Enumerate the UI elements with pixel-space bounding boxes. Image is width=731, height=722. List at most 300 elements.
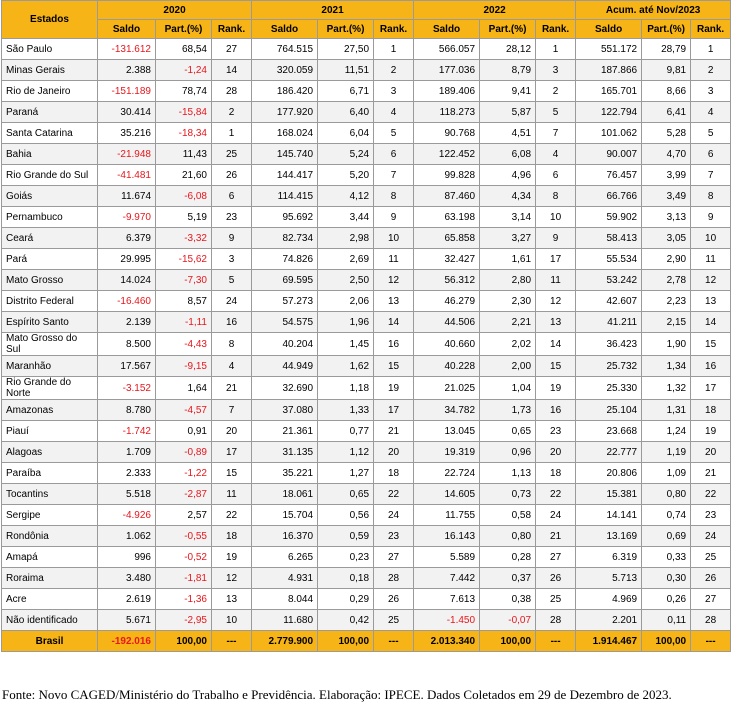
part-cell: 100,00 <box>318 631 374 652</box>
part-cell: 0,23 <box>318 547 374 568</box>
part-cell: 0,91 <box>156 421 212 442</box>
saldo-cell: 2.333 <box>98 463 156 484</box>
table-row <box>2 60 731 81</box>
part-cell: -9,15 <box>156 356 212 377</box>
rank-cell: 24 <box>212 291 252 312</box>
header-year-2022: 2022 <box>414 1 576 20</box>
saldo-cell: 551.172 <box>576 39 642 60</box>
rank-cell: 17 <box>536 249 576 270</box>
rank-cell: 4 <box>536 144 576 165</box>
saldo-cell: 14.024 <box>98 270 156 291</box>
rank-cell: 10 <box>536 207 576 228</box>
part-cell: -15,84 <box>156 102 212 123</box>
state-name: Maranhão <box>2 356 98 377</box>
subheader-part: Part.(%) <box>480 20 536 39</box>
rank-cell: 16 <box>212 312 252 333</box>
rank-cell: 13 <box>536 312 576 333</box>
state-name: Pará <box>2 249 98 270</box>
part-cell: 0,28 <box>480 547 536 568</box>
state-name: Ceará <box>2 228 98 249</box>
rank-cell: 7 <box>536 123 576 144</box>
rank-cell: 20 <box>212 421 252 442</box>
part-cell: 2,30 <box>480 291 536 312</box>
rank-cell: 22 <box>691 484 731 505</box>
rank-cell: 1 <box>374 39 414 60</box>
saldo-cell: 36.423 <box>576 333 642 356</box>
part-cell: 0,65 <box>318 484 374 505</box>
rank-cell: 27 <box>536 547 576 568</box>
saldo-cell: 37.080 <box>252 400 318 421</box>
rank-cell: 15 <box>536 356 576 377</box>
rank-cell: 5 <box>212 270 252 291</box>
part-cell: 8,57 <box>156 291 212 312</box>
part-cell: 4,70 <box>642 144 691 165</box>
part-cell: 6,08 <box>480 144 536 165</box>
table-row <box>2 505 731 526</box>
saldo-cell: 15.704 <box>252 505 318 526</box>
saldo-cell: 11.674 <box>98 186 156 207</box>
table-row <box>2 463 731 484</box>
table-row <box>2 228 731 249</box>
table-body <box>2 39 731 631</box>
part-cell: -1,22 <box>156 463 212 484</box>
saldo-cell: 15.381 <box>576 484 642 505</box>
header-accum-2023: Acum. até Nov/2023 <box>576 1 731 20</box>
saldo-cell: 177.920 <box>252 102 318 123</box>
part-cell: 68,54 <box>156 39 212 60</box>
saldo-cell: -9.970 <box>98 207 156 228</box>
state-name: Brasil <box>2 631 98 652</box>
rank-cell: 9 <box>212 228 252 249</box>
subheader-part: Part.(%) <box>642 20 691 39</box>
header-states: Estados <box>2 1 98 39</box>
part-cell: 0,29 <box>318 589 374 610</box>
part-cell: 1,61 <box>480 249 536 270</box>
saldo-cell: 122.794 <box>576 102 642 123</box>
part-cell: 0,80 <box>480 526 536 547</box>
table-row <box>2 377 731 400</box>
saldo-cell: 13.169 <box>576 526 642 547</box>
source-note: Fonte: Novo CAGED/Ministério do Trabalho e Previdência. Elaboração: IPECE. Dados Coletados em 29 de Dezembro de 2023. <box>2 687 672 702</box>
part-cell: 0,74 <box>642 505 691 526</box>
part-cell: -1,36 <box>156 589 212 610</box>
subheader-saldo: Saldo <box>252 20 318 39</box>
state-name: Roraima <box>2 568 98 589</box>
saldo-cell: 46.279 <box>414 291 480 312</box>
rank-cell: 28 <box>374 568 414 589</box>
saldo-cell: 2.779.900 <box>252 631 318 652</box>
saldo-cell: 42.607 <box>576 291 642 312</box>
subheader-row <box>2 20 731 39</box>
subheader-part: Part.(%) <box>318 20 374 39</box>
saldo-cell: 44.506 <box>414 312 480 333</box>
saldo-cell: 3.480 <box>98 568 156 589</box>
rank-cell: 22 <box>212 505 252 526</box>
part-cell: -0,55 <box>156 526 212 547</box>
state-name: Goiás <box>2 186 98 207</box>
saldo-cell: 187.866 <box>576 60 642 81</box>
rank-cell: 13 <box>212 589 252 610</box>
subheader-part: Part.(%) <box>156 20 212 39</box>
part-cell: 8,79 <box>480 60 536 81</box>
part-cell: 0,58 <box>480 505 536 526</box>
saldo-cell: 1.709 <box>98 442 156 463</box>
part-cell: 3,99 <box>642 165 691 186</box>
table-row <box>2 102 731 123</box>
part-cell: -1,24 <box>156 60 212 81</box>
state-name: Espírito Santo <box>2 312 98 333</box>
part-cell: 1,31 <box>642 400 691 421</box>
part-cell: 1,96 <box>318 312 374 333</box>
part-cell: 100,00 <box>642 631 691 652</box>
saldo-cell: 6.319 <box>576 547 642 568</box>
subheader-saldo: Saldo <box>98 20 156 39</box>
rank-cell: 11 <box>536 270 576 291</box>
saldo-cell: 16.370 <box>252 526 318 547</box>
table-row <box>2 484 731 505</box>
saldo-cell: 7.613 <box>414 589 480 610</box>
rank-cell: 13 <box>691 291 731 312</box>
part-cell: 0,30 <box>642 568 691 589</box>
part-cell: 1,18 <box>318 377 374 400</box>
part-cell: 2,02 <box>480 333 536 356</box>
saldo-cell: 41.211 <box>576 312 642 333</box>
state-name: Bahia <box>2 144 98 165</box>
saldo-cell: -4.926 <box>98 505 156 526</box>
rank-cell: 5 <box>536 102 576 123</box>
saldo-cell: 21.361 <box>252 421 318 442</box>
saldo-cell: 186.420 <box>252 81 318 102</box>
saldo-cell: 17.567 <box>98 356 156 377</box>
saldo-cell: 14.141 <box>576 505 642 526</box>
saldo-cell: 4.969 <box>576 589 642 610</box>
part-cell: 2,00 <box>480 356 536 377</box>
rank-cell: 8 <box>691 186 731 207</box>
rank-cell: 15 <box>374 356 414 377</box>
part-cell: 2,50 <box>318 270 374 291</box>
rank-cell: 18 <box>691 400 731 421</box>
rank-cell: 26 <box>536 568 576 589</box>
rank-cell: 2 <box>212 102 252 123</box>
rank-cell: 10 <box>691 228 731 249</box>
state-name: Tocantins <box>2 484 98 505</box>
state-name: Mato Grosso <box>2 270 98 291</box>
table-row <box>2 610 731 631</box>
saldo-cell: 23.668 <box>576 421 642 442</box>
total-row <box>2 631 731 652</box>
saldo-cell: 566.057 <box>414 39 480 60</box>
saldo-cell: 40.228 <box>414 356 480 377</box>
part-cell: 78,74 <box>156 81 212 102</box>
rank-cell: 5 <box>374 123 414 144</box>
state-name: Sergipe <box>2 505 98 526</box>
part-cell: 5,20 <box>318 165 374 186</box>
table-row <box>2 186 731 207</box>
part-cell: 2,15 <box>642 312 691 333</box>
part-cell: 2,23 <box>642 291 691 312</box>
rank-cell: 19 <box>212 547 252 568</box>
rank-cell: 22 <box>536 484 576 505</box>
subheader-rank: Rank. <box>212 20 252 39</box>
saldo-cell: 57.273 <box>252 291 318 312</box>
rank-cell: 14 <box>691 312 731 333</box>
subheader-saldo: Saldo <box>576 20 642 39</box>
part-cell: 2,06 <box>318 291 374 312</box>
saldo-cell: -151.189 <box>98 81 156 102</box>
rank-cell: 12 <box>212 568 252 589</box>
part-cell: 1,33 <box>318 400 374 421</box>
saldo-cell: 21.025 <box>414 377 480 400</box>
rank-cell: 1 <box>691 39 731 60</box>
rank-cell: 23 <box>691 505 731 526</box>
table-row <box>2 356 731 377</box>
saldo-cell: -3.152 <box>98 377 156 400</box>
rank-cell: 24 <box>691 526 731 547</box>
part-cell: 2,80 <box>480 270 536 291</box>
rank-cell: --- <box>212 631 252 652</box>
part-cell: 1,62 <box>318 356 374 377</box>
part-cell: 4,51 <box>480 123 536 144</box>
table-row <box>2 207 731 228</box>
part-cell: 1,19 <box>642 442 691 463</box>
state-name: São Paulo <box>2 39 98 60</box>
part-cell: 28,12 <box>480 39 536 60</box>
saldo-cell: -41.481 <box>98 165 156 186</box>
saldo-cell: 35.216 <box>98 123 156 144</box>
rank-cell: 6 <box>212 186 252 207</box>
rank-cell: 12 <box>536 291 576 312</box>
saldo-cell: 31.135 <box>252 442 318 463</box>
saldo-cell: 59.902 <box>576 207 642 228</box>
part-cell: 0,96 <box>480 442 536 463</box>
saldo-cell: 2.619 <box>98 589 156 610</box>
rank-cell: 11 <box>691 249 731 270</box>
part-cell: -1,11 <box>156 312 212 333</box>
rank-cell: 3 <box>691 81 731 102</box>
part-cell: 1,73 <box>480 400 536 421</box>
part-cell: -0,89 <box>156 442 212 463</box>
table-row <box>2 312 731 333</box>
saldo-cell: 16.143 <box>414 526 480 547</box>
saldo-cell: 66.766 <box>576 186 642 207</box>
rank-cell: --- <box>536 631 576 652</box>
saldo-cell: 2.013.340 <box>414 631 480 652</box>
saldo-cell: 40.204 <box>252 333 318 356</box>
part-cell: 1,04 <box>480 377 536 400</box>
part-cell: 0,42 <box>318 610 374 631</box>
rank-cell: 19 <box>691 421 731 442</box>
saldo-cell: 35.221 <box>252 463 318 484</box>
part-cell: 11,43 <box>156 144 212 165</box>
rank-cell: 23 <box>536 421 576 442</box>
part-cell: 2,21 <box>480 312 536 333</box>
saldo-cell: 764.515 <box>252 39 318 60</box>
state-name: Paraíba <box>2 463 98 484</box>
part-cell: 1,45 <box>318 333 374 356</box>
state-name: Minas Gerais <box>2 60 98 81</box>
saldo-cell: -131.612 <box>98 39 156 60</box>
part-cell: 1,64 <box>156 377 212 400</box>
saldo-cell: 8.044 <box>252 589 318 610</box>
rank-cell: 19 <box>374 377 414 400</box>
saldo-cell: 114.415 <box>252 186 318 207</box>
saldo-cell: 11.680 <box>252 610 318 631</box>
part-cell: 3,05 <box>642 228 691 249</box>
table-row <box>2 547 731 568</box>
saldo-cell: 18.061 <box>252 484 318 505</box>
state-name: Rio Grande do Norte <box>2 377 98 400</box>
rank-cell: 14 <box>374 312 414 333</box>
subheader-saldo: Saldo <box>414 20 480 39</box>
rank-cell: 11 <box>212 484 252 505</box>
part-cell: 0,65 <box>480 421 536 442</box>
saldo-cell: 76.457 <box>576 165 642 186</box>
saldo-cell: 29.995 <box>98 249 156 270</box>
part-cell: 0,80 <box>642 484 691 505</box>
rank-cell: 20 <box>374 442 414 463</box>
rank-cell: 8 <box>536 186 576 207</box>
part-cell: 3,27 <box>480 228 536 249</box>
saldo-cell: 19.319 <box>414 442 480 463</box>
part-cell: 0,56 <box>318 505 374 526</box>
saldo-cell: 4.931 <box>252 568 318 589</box>
state-name: Rio de Janeiro <box>2 81 98 102</box>
rank-cell: 2 <box>536 81 576 102</box>
saldo-cell: 44.949 <box>252 356 318 377</box>
saldo-cell: 168.024 <box>252 123 318 144</box>
header-year-2020: 2020 <box>98 1 252 20</box>
rank-cell: 21 <box>691 463 731 484</box>
part-cell: 4,34 <box>480 186 536 207</box>
rank-cell: 28 <box>691 610 731 631</box>
saldo-cell: 145.740 <box>252 144 318 165</box>
saldo-cell: 122.452 <box>414 144 480 165</box>
rank-cell: 12 <box>691 270 731 291</box>
saldo-cell: 177.036 <box>414 60 480 81</box>
part-cell: 11,51 <box>318 60 374 81</box>
table-row <box>2 333 731 356</box>
saldo-cell: 101.062 <box>576 123 642 144</box>
rank-cell: 25 <box>212 144 252 165</box>
saldo-cell: 2.388 <box>98 60 156 81</box>
saldo-cell: 99.828 <box>414 165 480 186</box>
rank-cell: 21 <box>536 526 576 547</box>
rank-cell: 10 <box>212 610 252 631</box>
saldo-cell: 95.692 <box>252 207 318 228</box>
rank-cell: 20 <box>691 442 731 463</box>
part-cell: 5,87 <box>480 102 536 123</box>
table-row <box>2 526 731 547</box>
rank-cell: 6 <box>691 144 731 165</box>
part-cell: -3,32 <box>156 228 212 249</box>
part-cell: 2,98 <box>318 228 374 249</box>
saldo-cell: 320.059 <box>252 60 318 81</box>
part-cell: -2,95 <box>156 610 212 631</box>
rank-cell: 2 <box>691 60 731 81</box>
rank-cell: 19 <box>536 377 576 400</box>
rank-cell: --- <box>691 631 731 652</box>
rank-cell: 17 <box>691 377 731 400</box>
rank-cell: 17 <box>212 442 252 463</box>
part-cell: 9,41 <box>480 81 536 102</box>
part-cell: 1,34 <box>642 356 691 377</box>
saldo-cell: 5.589 <box>414 547 480 568</box>
rank-cell: 8 <box>374 186 414 207</box>
part-cell: 6,04 <box>318 123 374 144</box>
rank-cell: 4 <box>691 102 731 123</box>
part-cell: -1,81 <box>156 568 212 589</box>
saldo-cell: 22.777 <box>576 442 642 463</box>
table-row <box>2 442 731 463</box>
table-row <box>2 270 731 291</box>
rank-cell: 4 <box>374 102 414 123</box>
subheader-rank: Rank. <box>536 20 576 39</box>
saldo-cell: 5.671 <box>98 610 156 631</box>
rank-cell: 27 <box>691 589 731 610</box>
saldo-cell: 189.406 <box>414 81 480 102</box>
part-cell: 0,69 <box>642 526 691 547</box>
state-name: Piauí <box>2 421 98 442</box>
subheader-rank: Rank. <box>691 20 731 39</box>
part-cell: 3,14 <box>480 207 536 228</box>
rank-cell: 4 <box>212 356 252 377</box>
state-name: Rio Grande do Sul <box>2 165 98 186</box>
rank-cell: 8 <box>212 333 252 356</box>
table-row <box>2 123 731 144</box>
saldo-cell: 63.198 <box>414 207 480 228</box>
part-cell: 0,38 <box>480 589 536 610</box>
rank-cell: 16 <box>374 333 414 356</box>
saldo-cell: 22.724 <box>414 463 480 484</box>
part-cell: 2,69 <box>318 249 374 270</box>
part-cell: 4,12 <box>318 186 374 207</box>
header-year-2021: 2021 <box>252 1 414 20</box>
saldo-cell: 8.780 <box>98 400 156 421</box>
saldo-cell: -1.742 <box>98 421 156 442</box>
table-row <box>2 291 731 312</box>
part-cell: 2,90 <box>642 249 691 270</box>
rank-cell: 14 <box>212 60 252 81</box>
rank-cell: 22 <box>374 484 414 505</box>
rank-cell: 3 <box>212 249 252 270</box>
rank-cell: 15 <box>212 463 252 484</box>
rank-cell: 7 <box>212 400 252 421</box>
saldo-cell: 5.518 <box>98 484 156 505</box>
saldo-cell: 34.782 <box>414 400 480 421</box>
rank-cell: 26 <box>691 568 731 589</box>
saldo-cell: 1.062 <box>98 526 156 547</box>
saldo-cell: 144.417 <box>252 165 318 186</box>
saldo-cell: 6.265 <box>252 547 318 568</box>
rank-cell: 3 <box>374 81 414 102</box>
table-header <box>2 1 731 39</box>
rank-cell: 16 <box>691 356 731 377</box>
rank-cell: 14 <box>536 333 576 356</box>
state-name: Não identificado <box>2 610 98 631</box>
part-cell: -4,43 <box>156 333 212 356</box>
rank-cell: 10 <box>374 228 414 249</box>
rank-cell: 17 <box>374 400 414 421</box>
saldo-cell: 8.500 <box>98 333 156 356</box>
saldo-cell: -16.460 <box>98 291 156 312</box>
part-cell: 1,90 <box>642 333 691 356</box>
rank-cell: 5 <box>691 123 731 144</box>
saldo-cell: 56.312 <box>414 270 480 291</box>
part-cell: 3,13 <box>642 207 691 228</box>
part-cell: 1,24 <box>642 421 691 442</box>
rank-cell: 15 <box>691 333 731 356</box>
saldo-cell: 90.007 <box>576 144 642 165</box>
